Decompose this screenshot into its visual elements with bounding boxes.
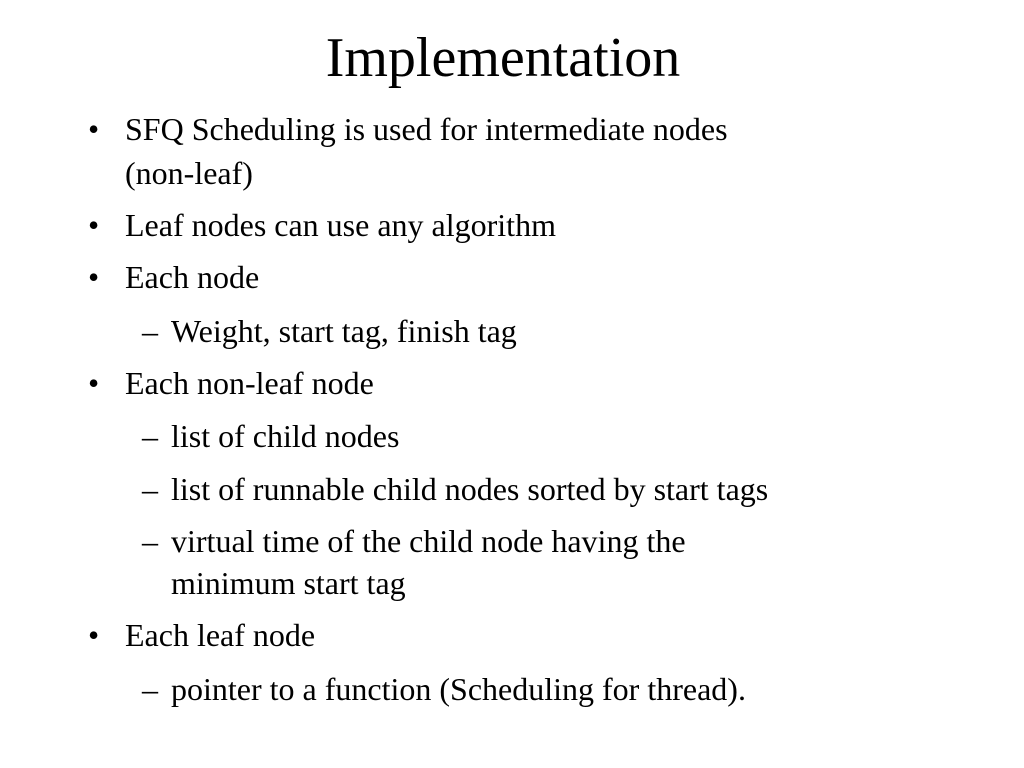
bullet-marker: • — [88, 617, 100, 653]
sub-bullet-text: Weight, start tag, finish tag — [171, 313, 517, 349]
bullet-text: Leaf nodes can use any algorithm — [125, 207, 556, 243]
sub-bullet-marker: – — [142, 418, 158, 454]
bullet-marker: • — [88, 207, 100, 243]
slide-title: Implementation — [325, 27, 681, 89]
sub-bullet-text: list of runnable child nodes sorted by start tags — [171, 471, 769, 507]
sub-bullet-text: virtual time of the child node having the — [171, 523, 686, 559]
bullet-text: Each node — [125, 259, 260, 295]
sub-bullet-text: pointer to a function (Scheduling for thread). — [171, 671, 746, 707]
bullet-text: SFQ Scheduling is used for intermediate nodes — [125, 111, 728, 147]
sub-bullet-text: list of child nodes — [171, 418, 400, 454]
bullet-marker: • — [88, 259, 100, 295]
bullet-marker: • — [88, 365, 100, 401]
sub-bullet-marker: – — [142, 471, 158, 507]
sub-bullet-marker: – — [142, 313, 158, 349]
bullet-text: Each leaf node — [125, 617, 316, 653]
bullet-text: Each non-leaf node — [125, 365, 374, 401]
sub-bullet-marker: – — [142, 671, 158, 707]
sub-bullet-marker: – — [142, 523, 158, 559]
bullet-marker: • — [88, 111, 100, 147]
sub-bullet-text-continued: minimum start tag — [171, 565, 406, 601]
bullet-text-continued: (non-leaf) — [125, 155, 253, 191]
